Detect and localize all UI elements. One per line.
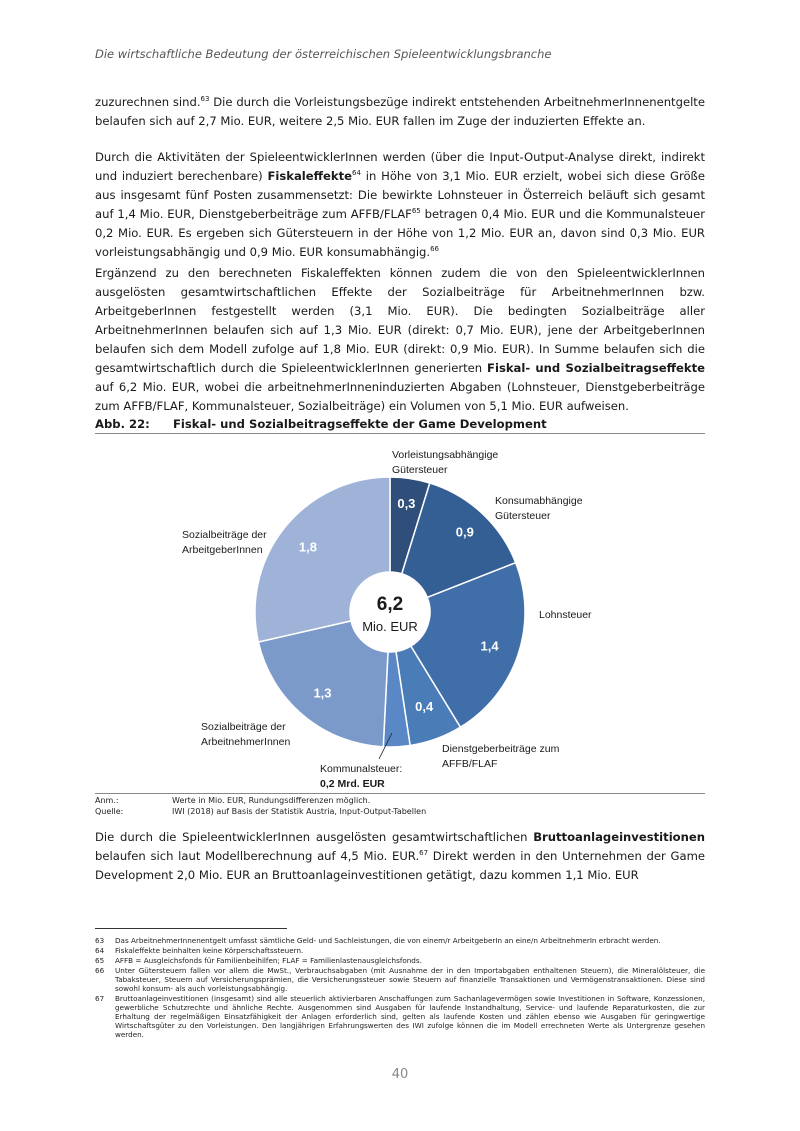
footnote: 66 Unter Gütersteuern fallen vor allem die MwSt., Verbrauchsabgaben (mit Ausnahme der in den Importabgaben enthaltenen Steuern), die Mineralölsteuer, die Tabaksteuer, Steuern auf Versicherungsprämien, die Versicherungssteuer sowie Steuern auf finanzielle Transaktionen und Vermögenstransaktionen. Diese sind sowohl konsum- als auch vorleistungsabhängig. (95, 966, 705, 993)
slice-value-label: 1,3 (313, 685, 332, 701)
slice-category-label: Sozialbeiträge der ArbeitgeberInnen (182, 529, 267, 556)
footnote-ref[interactable]: 67 (419, 849, 429, 858)
slice-category-label: Vorleistungsabhängige Gütersteuer (392, 449, 499, 476)
slice-value-label: 0,4 (415, 698, 434, 714)
figure-title: Abb. 22: Fiskal- und Sozialbeitragseffekte der Game Development (95, 417, 547, 431)
footnote-separator (95, 928, 287, 929)
footnote: 64 Fiskaleffekte beinhalten keine Körperschaftssteuern. (95, 946, 304, 955)
slice-value-label: 1,4 (480, 638, 499, 654)
pie-slice (255, 477, 390, 642)
slice-category-label: Lohnsteuer (539, 609, 592, 621)
paragraph-4: Die durch die SpieleentwicklerInnen ausgelösten gesamtwirtschaftlichen Bruttoanlageinvestitionen belaufen sich laut Modellberechnung auf 4,5 Mio. EUR.$^{67}$ Direkt werden in den Unternehmen der Game Development 2,0 Mio. EUR an Bruttoanlageinvestitionen getätigt, dazu kommen 1,1 Mio. EUR (95, 830, 705, 882)
footnotes (95, 936, 705, 1040)
slice-category-label: Konsumabhängige Gütersteuer (495, 495, 583, 522)
figure-top-rule (95, 433, 705, 434)
running-header: Die wirtschaftliche Bedeutung der österreichischen Spieleentwicklungsbranche (95, 47, 552, 61)
footnote: 67 Bruttoanlageinvestitionen (insgesamt) sind alle steuerlich aktivierbaren Anschaffungen zum Sachanlagevermögen sowie Investitionen in Software, Konzessionen, gewerbliche Schutzrechte und ähnliche Rechte. Ausgenommen sind Ausgaben für laufende Instandhaltung, Service- und laufende Reparaturkosten, die zur Erhaltung der regelmäßigen Einsatzfähigkeit der Anlagen erforderlich sind, gelten als laufende Kosten und zählen ebenso wie Ausgaben für geringwertige Wirtschaftsgüter zu den Vorleistungen. Den langjährigen Erfahrungswerten des IWI zufolge können die im Modell errechneten Werte als Untergrenze gesehen werden. (95, 994, 705, 1039)
paragraph-1: zuzurechnen sind.$^{63}$ Die durch die Vorleistungsbezüge indirekt entstehenden ArbeitnehmerInnenentgelte belaufen sich auf 2,7 Mio. EUR, weitere 2,5 Mio. EUR fallen im Zuge der induzierten Effekte an. (95, 95, 705, 128)
donut-chart (95, 436, 705, 792)
footnote-ref[interactable]: 63 (200, 95, 210, 104)
slice-category-label: Dienstgeberbeiträge zum AFFB/FLAF (442, 743, 560, 770)
slice-category-label: Sozialbeiträge der ArbeitnehmerInnen (201, 721, 291, 748)
figure-bottom-rule (95, 793, 705, 794)
center-unit-label: Mio. EUR (362, 619, 418, 634)
slice-value-label: 0,9 (455, 524, 474, 540)
footnote-ref[interactable]: 66 (430, 245, 440, 254)
slice-value-label: 1,8 (298, 539, 317, 555)
slice-value-label: 0,3 (397, 496, 416, 512)
slice-category-label: Kommunalsteuer: 0,2 Mrd. EUR (320, 763, 403, 790)
footnote-ref[interactable]: 65 (411, 207, 421, 216)
donut-chart-svg (95, 436, 705, 792)
paragraph-3: Ergänzend zu den berechneten Fiskaleffekten können zudem die von den SpieleentwicklerInnen ausgelösten gesamtwirtschaftlichen Effekte der Sozialbeiträge für ArbeitnehmerInnen bzw. ArbeitgeberInnen festgestellt werden (3,1 Mio. EUR). Die bedingten Sozialbeiträge aller ArbeitnehmerInnen belaufen sich auf 1,3 Mio. EUR (direkt: 0,7 Mio. EUR), jene der ArbeitgeberInnen belaufen sich dem Modell zufolge auf 1,8 Mio. EUR (direkt: 0,9 Mio. EUR). In Summe belaufen sich die gesamtwirtschaftlich durch die SpieleentwicklerInnen generierten Fiskal- und Sozialbeitragseffekte auf 6,2 Mio. EUR, wobei die arbeitnehmerInneninduzierten Abgaben (Lohnsteuer, Dienstgeberbeiträge zum AFFB/FLAF, Kommunalsteuer, Sozialbeiträge) ein Volumen von 5,1 Mio. EUR aufweisen. (95, 266, 705, 413)
footnote: 63 Das ArbeitnehmerInnenentgelt umfasst sämtliche Geld- und Sachleistungen, die von einem/r ArbeitgeberIn an eine/n ArbeitnehmerIn erbracht werden. (95, 936, 661, 945)
paragraph-2: Durch die Aktivitäten der SpieleentwicklerInnen werden (über die Input-Output-Analyse direkt, indirekt und induziert berechenbare) Fiskaleffekte$^{64}$ in Höhe von 3,1 Mio. EUR erzielt, wobei sich diese Größe aus insgesamt fünf Posten zusammensetzt: Die bewirkte Lohnsteuer in Österreich beläuft sich gesamt auf 1,4 Mio. EUR, Dienstgeberbeiträge zum AFFB/FLAF$^{65}$ betragen 0,4 Mio. EUR und die Kommunalsteuer 0,2 Mio. EUR. Es ergeben sich Gütersteuern in der Höhe von 1,2 Mio. EUR an, davon sind 0,3 Mio. EUR vorleistungsabhängig und 0,9 Mio. EUR konsumabhängig.$^{66}$ (95, 150, 705, 259)
center-total-value: 6,2 (376, 594, 404, 615)
page-number: 40 (391, 1067, 409, 1082)
footnote: 65 AFFB = Ausgleichsfonds für Familienbeihilfen; FLAF = Familienlastenausgleichsfonds. (95, 956, 422, 965)
footnote-ref[interactable]: 64 (352, 169, 361, 178)
figure-notes: Anm.: Werte in Mio. EUR, Rundungsdifferenzen möglich. Quelle: IWI (2018) auf Basis der Statistik Austria, Input-Output-Tabellen (95, 796, 427, 816)
